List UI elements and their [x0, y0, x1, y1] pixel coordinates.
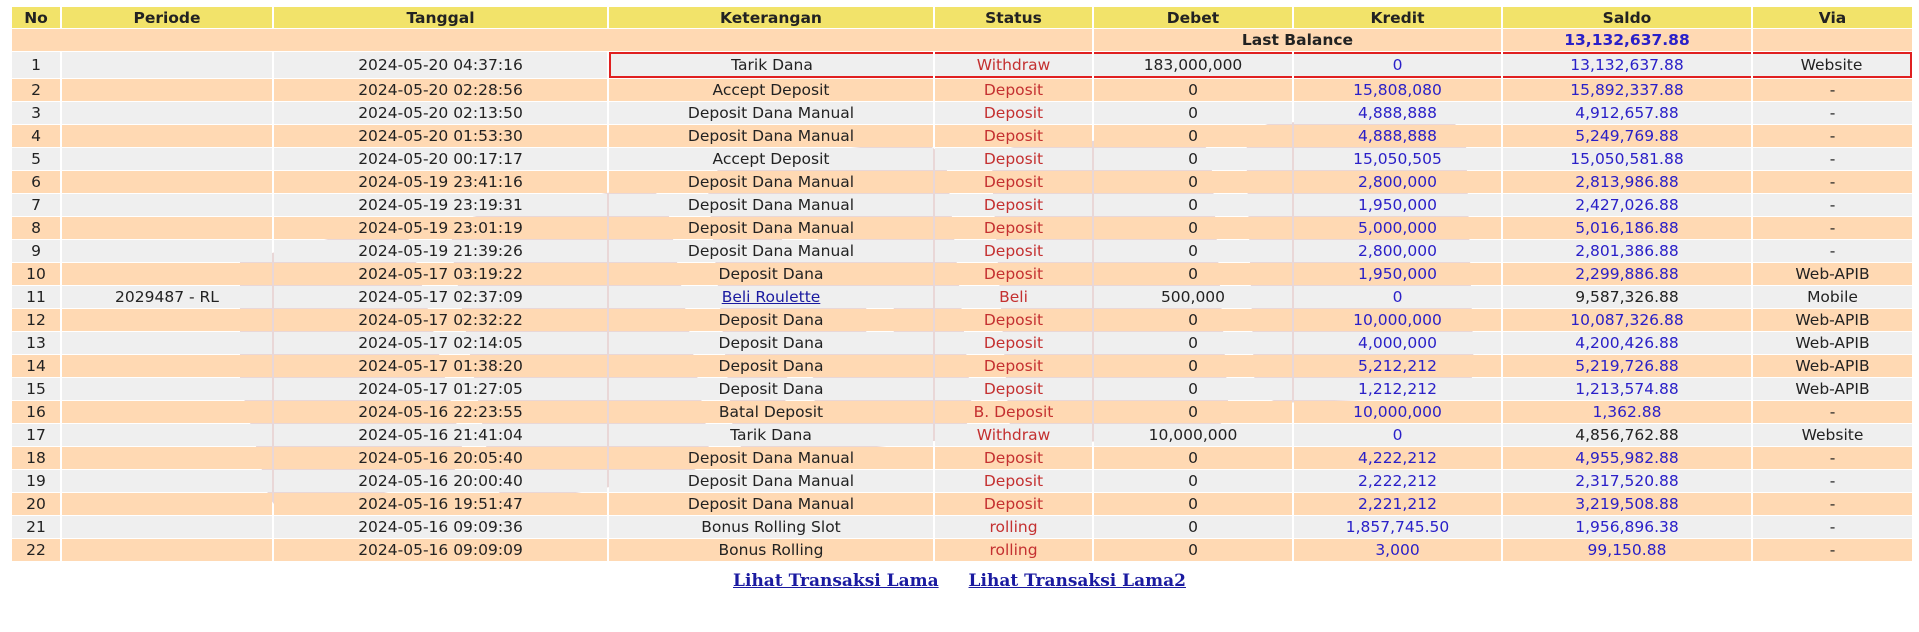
row-saldo: 4,955,982.88	[1503, 447, 1751, 469]
row-status: Withdraw	[935, 52, 1092, 78]
row-keterangan: Deposit Dana	[609, 332, 933, 354]
table-row	[12, 309, 1912, 331]
row-number: 18	[12, 447, 60, 469]
row-debet: 0	[1094, 79, 1292, 101]
row-kredit: 3,000	[1294, 539, 1501, 561]
row-periode	[62, 194, 272, 216]
row-debet: 0	[1094, 493, 1292, 515]
row-keterangan: Bonus Rolling	[609, 539, 933, 561]
link-transaksi-lama2[interactable]: Lihat Transaksi Lama2	[968, 571, 1186, 591]
column-header: Keterangan	[609, 7, 933, 28]
row-number: 17	[12, 424, 60, 446]
row-periode	[62, 125, 272, 147]
row-keterangan: Deposit Dana	[609, 263, 933, 285]
row-periode	[62, 171, 272, 193]
column-header: Periode	[62, 7, 272, 28]
row-keterangan: Deposit Dana Manual	[609, 447, 933, 469]
transaction-table	[10, 6, 1914, 562]
row-tanggal: 2024-05-17 02:14:05	[274, 332, 607, 354]
row-saldo: 2,427,026.88	[1503, 194, 1751, 216]
row-saldo: 4,856,762.88	[1503, 424, 1751, 446]
row-saldo: 2,813,986.88	[1503, 171, 1751, 193]
row-number: 10	[12, 263, 60, 285]
row-number: 15	[12, 378, 60, 400]
row-number: 11	[12, 286, 60, 308]
row-status: Deposit	[935, 125, 1092, 147]
row-keterangan: Deposit Dana Manual	[609, 493, 933, 515]
row-keterangan: Deposit Dana	[609, 355, 933, 377]
table-row	[12, 332, 1912, 354]
table-row	[12, 493, 1912, 515]
table-row	[12, 447, 1912, 469]
row-via: -	[1753, 401, 1912, 423]
row-number: 20	[12, 493, 60, 515]
row-status: Deposit	[935, 79, 1092, 101]
table-row	[12, 240, 1912, 262]
row-kredit: 1,857,745.50	[1294, 516, 1501, 538]
row-saldo: 99,150.88	[1503, 539, 1751, 561]
row-tanggal: 2024-05-19 23:41:16	[274, 171, 607, 193]
table-row	[12, 79, 1912, 101]
table-row	[12, 470, 1912, 492]
row-saldo: 2,317,520.88	[1503, 470, 1751, 492]
row-kredit: 2,800,000	[1294, 171, 1501, 193]
row-kredit: 10,000,000	[1294, 309, 1501, 331]
row-keterangan: Tarik Dana	[609, 52, 933, 78]
row-status: Deposit	[935, 355, 1092, 377]
row-number: 21	[12, 516, 60, 538]
row-debet: 0	[1094, 470, 1292, 492]
column-header: Saldo	[1503, 7, 1751, 28]
row-saldo: 5,219,726.88	[1503, 355, 1751, 377]
table-header	[12, 7, 1912, 28]
row-kredit: 5,000,000	[1294, 217, 1501, 239]
row-kredit: 4,888,888	[1294, 125, 1501, 147]
row-tanggal: 2024-05-19 23:01:19	[274, 217, 607, 239]
row-tanggal: 2024-05-20 02:28:56	[274, 79, 607, 101]
row-debet: 10,000,000	[1094, 424, 1292, 446]
row-number: 13	[12, 332, 60, 354]
table-row	[12, 217, 1912, 239]
row-periode	[62, 516, 272, 538]
row-periode	[62, 102, 272, 124]
row-periode	[62, 401, 272, 423]
row-periode: 2029487 - RL	[62, 286, 272, 308]
row-saldo: 10,087,326.88	[1503, 309, 1751, 331]
row-kredit: 0	[1294, 286, 1501, 308]
row-status: Deposit	[935, 493, 1092, 515]
row-saldo: 1,213,574.88	[1503, 378, 1751, 400]
row-tanggal: 2024-05-20 02:13:50	[274, 102, 607, 124]
row-debet: 500,000	[1094, 286, 1292, 308]
row-keterangan: Deposit Dana Manual	[609, 217, 933, 239]
row-number: 6	[12, 171, 60, 193]
row-via: Website	[1753, 52, 1912, 78]
row-status: Deposit	[935, 171, 1092, 193]
row-tanggal: 2024-05-20 04:37:16	[274, 52, 607, 78]
column-header: Debet	[1094, 7, 1292, 28]
row-via: -	[1753, 148, 1912, 170]
row-via: Mobile	[1753, 286, 1912, 308]
row-saldo: 9,587,326.88	[1503, 286, 1751, 308]
row-keterangan: Deposit Dana Manual	[609, 470, 933, 492]
row-via: -	[1753, 171, 1912, 193]
row-number: 19	[12, 470, 60, 492]
row-via: -	[1753, 470, 1912, 492]
row-debet: 0	[1094, 355, 1292, 377]
row-saldo: 3,219,508.88	[1503, 493, 1751, 515]
row-debet: 0	[1094, 240, 1292, 262]
column-header: Status	[935, 7, 1092, 28]
row-status: Deposit	[935, 148, 1092, 170]
row-periode	[62, 240, 272, 262]
row-status: Deposit	[935, 332, 1092, 354]
row-via: Website	[1753, 424, 1912, 446]
row-tanggal: 2024-05-17 01:38:20	[274, 355, 607, 377]
table-row	[12, 102, 1912, 124]
table-row	[12, 539, 1912, 561]
row-saldo: 1,362.88	[1503, 401, 1751, 423]
row-status: Deposit	[935, 378, 1092, 400]
row-via: Web-APIB	[1753, 355, 1912, 377]
row-status: rolling	[935, 539, 1092, 561]
row-kredit: 0	[1294, 52, 1501, 78]
row-debet: 0	[1094, 125, 1292, 147]
row-via: -	[1753, 516, 1912, 538]
last-balance-value: 13,132,637.88	[1503, 29, 1751, 51]
column-header: Tanggal	[274, 7, 607, 28]
row-saldo: 4,200,426.88	[1503, 332, 1751, 354]
row-periode	[62, 148, 272, 170]
row-tanggal: 2024-05-16 19:51:47	[274, 493, 607, 515]
row-number: 3	[12, 102, 60, 124]
row-number: 1	[12, 52, 60, 78]
row-tanggal: 2024-05-16 09:09:36	[274, 516, 607, 538]
table-row	[12, 52, 1912, 78]
row-via: Web-APIB	[1753, 332, 1912, 354]
row-tanggal: 2024-05-20 01:53:30	[274, 125, 607, 147]
row-debet: 0	[1094, 217, 1292, 239]
row-number: 4	[12, 125, 60, 147]
row-via: -	[1753, 125, 1912, 147]
row-keterangan: Deposit Dana Manual	[609, 194, 933, 216]
row-keterangan: Bonus Rolling Slot	[609, 516, 933, 538]
last-balance-label: Last Balance	[1094, 29, 1501, 51]
row-kredit: 5,212,212	[1294, 355, 1501, 377]
row-periode	[62, 309, 272, 331]
row-kredit: 1,950,000	[1294, 194, 1501, 216]
row-tanggal: 2024-05-16 20:00:40	[274, 470, 607, 492]
row-via: -	[1753, 79, 1912, 101]
table-row	[12, 424, 1912, 446]
row-kredit: 4,222,212	[1294, 447, 1501, 469]
table-row	[12, 516, 1912, 538]
row-keterangan: Deposit Dana Manual	[609, 240, 933, 262]
table-row	[12, 401, 1912, 423]
row-status: Deposit	[935, 217, 1092, 239]
row-status: Deposit	[935, 102, 1092, 124]
row-via: -	[1753, 493, 1912, 515]
row-tanggal: 2024-05-17 02:37:09	[274, 286, 607, 308]
row-number: 8	[12, 217, 60, 239]
row-keterangan	[609, 286, 933, 308]
row-keterangan: Accept Deposit	[609, 79, 933, 101]
row-kredit: 2,222,212	[1294, 470, 1501, 492]
row-via: -	[1753, 240, 1912, 262]
row-debet: 0	[1094, 539, 1292, 561]
column-header: Via	[1753, 7, 1912, 28]
column-header: Kredit	[1294, 7, 1501, 28]
row-periode	[62, 217, 272, 239]
row-tanggal: 2024-05-17 02:32:22	[274, 309, 607, 331]
row-keterangan: Deposit Dana Manual	[609, 125, 933, 147]
row-debet: 0	[1094, 516, 1292, 538]
row-debet: 0	[1094, 148, 1292, 170]
row-status: Withdraw	[935, 424, 1092, 446]
row-via: -	[1753, 217, 1912, 239]
row-number: 14	[12, 355, 60, 377]
row-debet: 0	[1094, 401, 1292, 423]
beli-roulette-link[interactable]: Beli Roulette	[721, 288, 821, 306]
row-via: -	[1753, 447, 1912, 469]
row-number: 5	[12, 148, 60, 170]
row-debet: 0	[1094, 102, 1292, 124]
row-kredit: 0	[1294, 424, 1501, 446]
row-saldo: 13,132,637.88	[1503, 52, 1751, 78]
row-keterangan: Deposit Dana	[609, 378, 933, 400]
row-status: B. Deposit	[935, 401, 1092, 423]
row-tanggal: 2024-05-20 00:17:17	[274, 148, 607, 170]
row-debet: 183,000,000	[1094, 52, 1292, 78]
row-saldo: 15,050,581.88	[1503, 148, 1751, 170]
row-periode	[62, 378, 272, 400]
row-kredit: 1,212,212	[1294, 378, 1501, 400]
row-debet: 0	[1094, 309, 1292, 331]
row-kredit: 4,888,888	[1294, 102, 1501, 124]
row-status: Beli	[935, 286, 1092, 308]
row-status: rolling	[935, 516, 1092, 538]
row-via: -	[1753, 194, 1912, 216]
row-status: Deposit	[935, 194, 1092, 216]
row-debet: 0	[1094, 194, 1292, 216]
table-row	[12, 148, 1912, 170]
row-debet: 0	[1094, 171, 1292, 193]
row-number: 12	[12, 309, 60, 331]
row-tanggal: 2024-05-16 22:23:55	[274, 401, 607, 423]
row-kredit: 10,000,000	[1294, 401, 1501, 423]
row-debet: 0	[1094, 378, 1292, 400]
row-saldo: 2,299,886.88	[1503, 263, 1751, 285]
row-number: 7	[12, 194, 60, 216]
table-row	[12, 125, 1912, 147]
row-tanggal: 2024-05-19 21:39:26	[274, 240, 607, 262]
row-number: 2	[12, 79, 60, 101]
row-periode	[62, 263, 272, 285]
row-debet: 0	[1094, 263, 1292, 285]
row-kredit: 2,800,000	[1294, 240, 1501, 262]
row-saldo: 5,016,186.88	[1503, 217, 1751, 239]
row-tanggal: 2024-05-16 09:09:09	[274, 539, 607, 561]
row-status: Deposit	[935, 240, 1092, 262]
row-via: -	[1753, 102, 1912, 124]
row-keterangan: Deposit Dana	[609, 309, 933, 331]
table-row	[12, 194, 1912, 216]
row-via: Web-APIB	[1753, 263, 1912, 285]
row-tanggal: 2024-05-16 20:05:40	[274, 447, 607, 469]
row-via: Web-APIB	[1753, 378, 1912, 400]
row-via: -	[1753, 539, 1912, 561]
row-status: Deposit	[935, 263, 1092, 285]
row-keterangan: Deposit Dana Manual	[609, 171, 933, 193]
row-periode	[62, 470, 272, 492]
row-tanggal: 2024-05-16 21:41:04	[274, 424, 607, 446]
row-kredit: 15,808,080	[1294, 79, 1501, 101]
row-periode	[62, 447, 272, 469]
row-saldo: 1,956,896.38	[1503, 516, 1751, 538]
table-row	[12, 355, 1912, 377]
row-periode	[62, 52, 272, 78]
row-tanggal: 2024-05-19 23:19:31	[274, 194, 607, 216]
row-kredit: 1,950,000	[1294, 263, 1501, 285]
row-saldo: 2,801,386.88	[1503, 240, 1751, 262]
row-status: Deposit	[935, 309, 1092, 331]
row-saldo: 5,249,769.88	[1503, 125, 1751, 147]
row-periode	[62, 332, 272, 354]
column-header: No	[12, 7, 60, 28]
row-periode	[62, 493, 272, 515]
row-periode	[62, 424, 272, 446]
row-keterangan: Accept Deposit	[609, 148, 933, 170]
row-via: Web-APIB	[1753, 309, 1912, 331]
table-row	[12, 171, 1912, 193]
row-kredit: 2,221,212	[1294, 493, 1501, 515]
last-balance-row	[12, 29, 1912, 51]
table-row	[12, 263, 1912, 285]
row-number: 9	[12, 240, 60, 262]
link-transaksi-lama[interactable]: Lihat Transaksi Lama	[733, 571, 939, 591]
row-keterangan: Tarik Dana	[609, 424, 933, 446]
table-row	[12, 286, 1912, 308]
row-periode	[62, 79, 272, 101]
row-number: 16	[12, 401, 60, 423]
row-status: Deposit	[935, 470, 1092, 492]
row-keterangan: Batal Deposit	[609, 401, 933, 423]
row-saldo: 4,912,657.88	[1503, 102, 1751, 124]
row-debet: 0	[1094, 447, 1292, 469]
row-kredit: 4,000,000	[1294, 332, 1501, 354]
footer-links	[0, 571, 1919, 591]
row-debet: 0	[1094, 332, 1292, 354]
row-periode	[62, 539, 272, 561]
row-number: 22	[12, 539, 60, 561]
row-tanggal: 2024-05-17 03:19:22	[274, 263, 607, 285]
row-tanggal: 2024-05-17 01:27:05	[274, 378, 607, 400]
row-status: Deposit	[935, 447, 1092, 469]
row-periode	[62, 355, 272, 377]
table-row	[12, 378, 1912, 400]
row-kredit: 15,050,505	[1294, 148, 1501, 170]
row-keterangan: Deposit Dana Manual	[609, 102, 933, 124]
row-saldo: 15,892,337.88	[1503, 79, 1751, 101]
